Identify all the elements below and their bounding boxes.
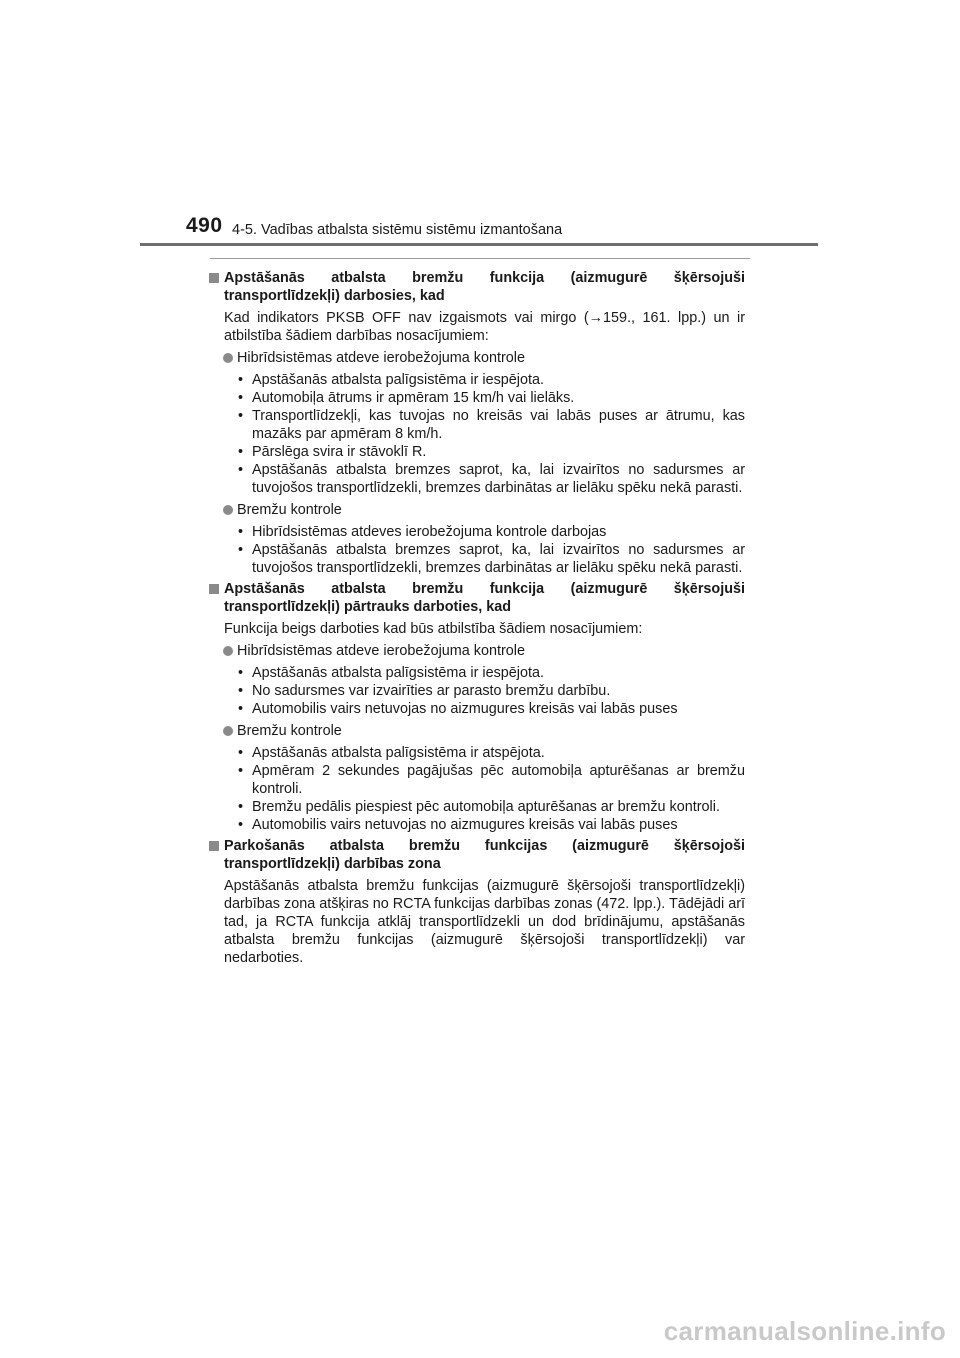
square-bullet-icon xyxy=(209,273,219,283)
list-item: • Apstāšanās atbalsta bremzes saprot, ka, lai izvairītos no sadursmes ar tuvojošos transportlīdzekli, bremzes darbinātas ar lielāku spēku nekā parasti. xyxy=(252,461,745,497)
circle-bullet-icon xyxy=(223,646,233,656)
list-item: • Hibrīdsistēmas atdeves ierobežojuma kontrole darbojas xyxy=(252,523,745,541)
list-item: • Transportlīdzekļi, kas tuvojas no kreisās vai labās puses ar ātrumu, kas mazāks par apmēram 8 km/h. xyxy=(252,407,745,443)
content xyxy=(208,266,745,967)
list-item: • Apstāšanās atbalsta bremzes saprot, ka, lai izvairītos no sadursmes ar tuvojošos transportlīdzekli, bremzes darbinātas ar lielāku spēku nekā parasti. xyxy=(252,541,745,577)
list-item: • Automobiļa ātrums ir apmēram 15 km/h vai lielāks. xyxy=(252,389,745,407)
section-intro: Kad indikators PKSB OFF nav izgaismots vai mirgo (→159., 161. lpp.) un ir atbilstība šādiem darbības nosacījumiem: xyxy=(224,310,745,344)
condition-list xyxy=(208,664,745,718)
watermark-link[interactable]: carmanualsonline.info xyxy=(663,1316,946,1346)
list-item: • No sadursmes var izvairīties ar parasto bremžu darbību. xyxy=(252,682,745,700)
section-divider xyxy=(210,258,750,259)
condition-group xyxy=(208,349,745,367)
condition-group-label: Bremžu kontrole xyxy=(237,723,342,739)
list-item: • Apstāšanās atbalsta palīgsistēma ir atspējota. xyxy=(252,744,745,762)
list-item: • Pārslēga svira ir stāvoklī R. xyxy=(252,443,745,461)
condition-group-label: Hibrīdsistēmas atdeve ierobežojuma kontrole xyxy=(237,643,525,659)
square-bullet-icon xyxy=(209,841,219,851)
header-rule xyxy=(140,243,818,246)
circle-bullet-icon xyxy=(223,353,233,363)
list-item: • Apstāšanās atbalsta palīgsistēma ir iespējota. xyxy=(252,371,745,389)
list-item: • Apstāšanās atbalsta palīgsistēma ir iespējota. xyxy=(252,664,745,682)
list-item: • Automobilis vairs netuvojas no aizmugures kreisās vai labās puses xyxy=(252,816,745,834)
section xyxy=(208,837,745,967)
section-title: Apstāšanās atbalsta bremžu funkcija (aizmugurē šķērsojuši transportlīdzekļi) pārtrauks darboties, kad xyxy=(208,580,745,616)
condition-list xyxy=(208,371,745,497)
section-title: Parkošanās atbalsta bremžu funkcijas (aizmugurē šķērsojoši transportlīdzekļi) darbības zona xyxy=(208,837,745,873)
page-number: 490 xyxy=(186,214,223,237)
chapter-title: 4-5. Vadības atbalsta sistēmu sistēmu izmantošana xyxy=(232,222,563,238)
circle-bullet-icon xyxy=(223,505,233,515)
circle-bullet-icon xyxy=(223,726,233,736)
section xyxy=(208,269,745,577)
section-intro: Apstāšanās atbalsta bremžu funkcijas (aizmugurē šķērsojoši transportlīdzekļi) darbības zona atšķiras no RCTA funkcijas darbības zonas (472. lpp.). Tādējādi arī tad, ja RCTA funkcija atklāj transportlīdzekli un dod brīdinājumu, apstāšanās atbalsta bremžu funkcijas (aizmugurē šķērsojoši transportlīdzekļi) var nedarboties. xyxy=(224,878,746,966)
condition-group xyxy=(208,501,745,519)
list-item: • Automobilis vairs netuvojas no aizmugures kreisās vai labās puses xyxy=(252,700,745,718)
section xyxy=(208,580,745,834)
condition-group-label: Bremžu kontrole xyxy=(237,502,342,518)
condition-list xyxy=(208,744,745,834)
condition-group xyxy=(208,722,745,740)
section-title: Apstāšanās atbalsta bremžu funkcija (aizmugurē šķērsojuši transportlīdzekļi) darbosies, kad xyxy=(208,269,745,305)
condition-group-label: Hibrīdsistēmas atdeve ierobežojuma kontrole xyxy=(237,350,525,366)
list-item: • Apmēram 2 sekundes pagājušas pēc automobiļa apturēšanas ar bremžu kontroli. xyxy=(252,762,745,798)
list-item: • Bremžu pedālis piespiest pēc automobiļa apturēšanas ar bremžu kontroli. xyxy=(252,798,745,816)
condition-group xyxy=(208,642,745,660)
square-bullet-icon xyxy=(209,584,219,594)
condition-list xyxy=(208,523,745,577)
section-intro: Funkcija beigs darboties kad būs atbilstība šādiem nosacījumiem: xyxy=(224,621,643,637)
